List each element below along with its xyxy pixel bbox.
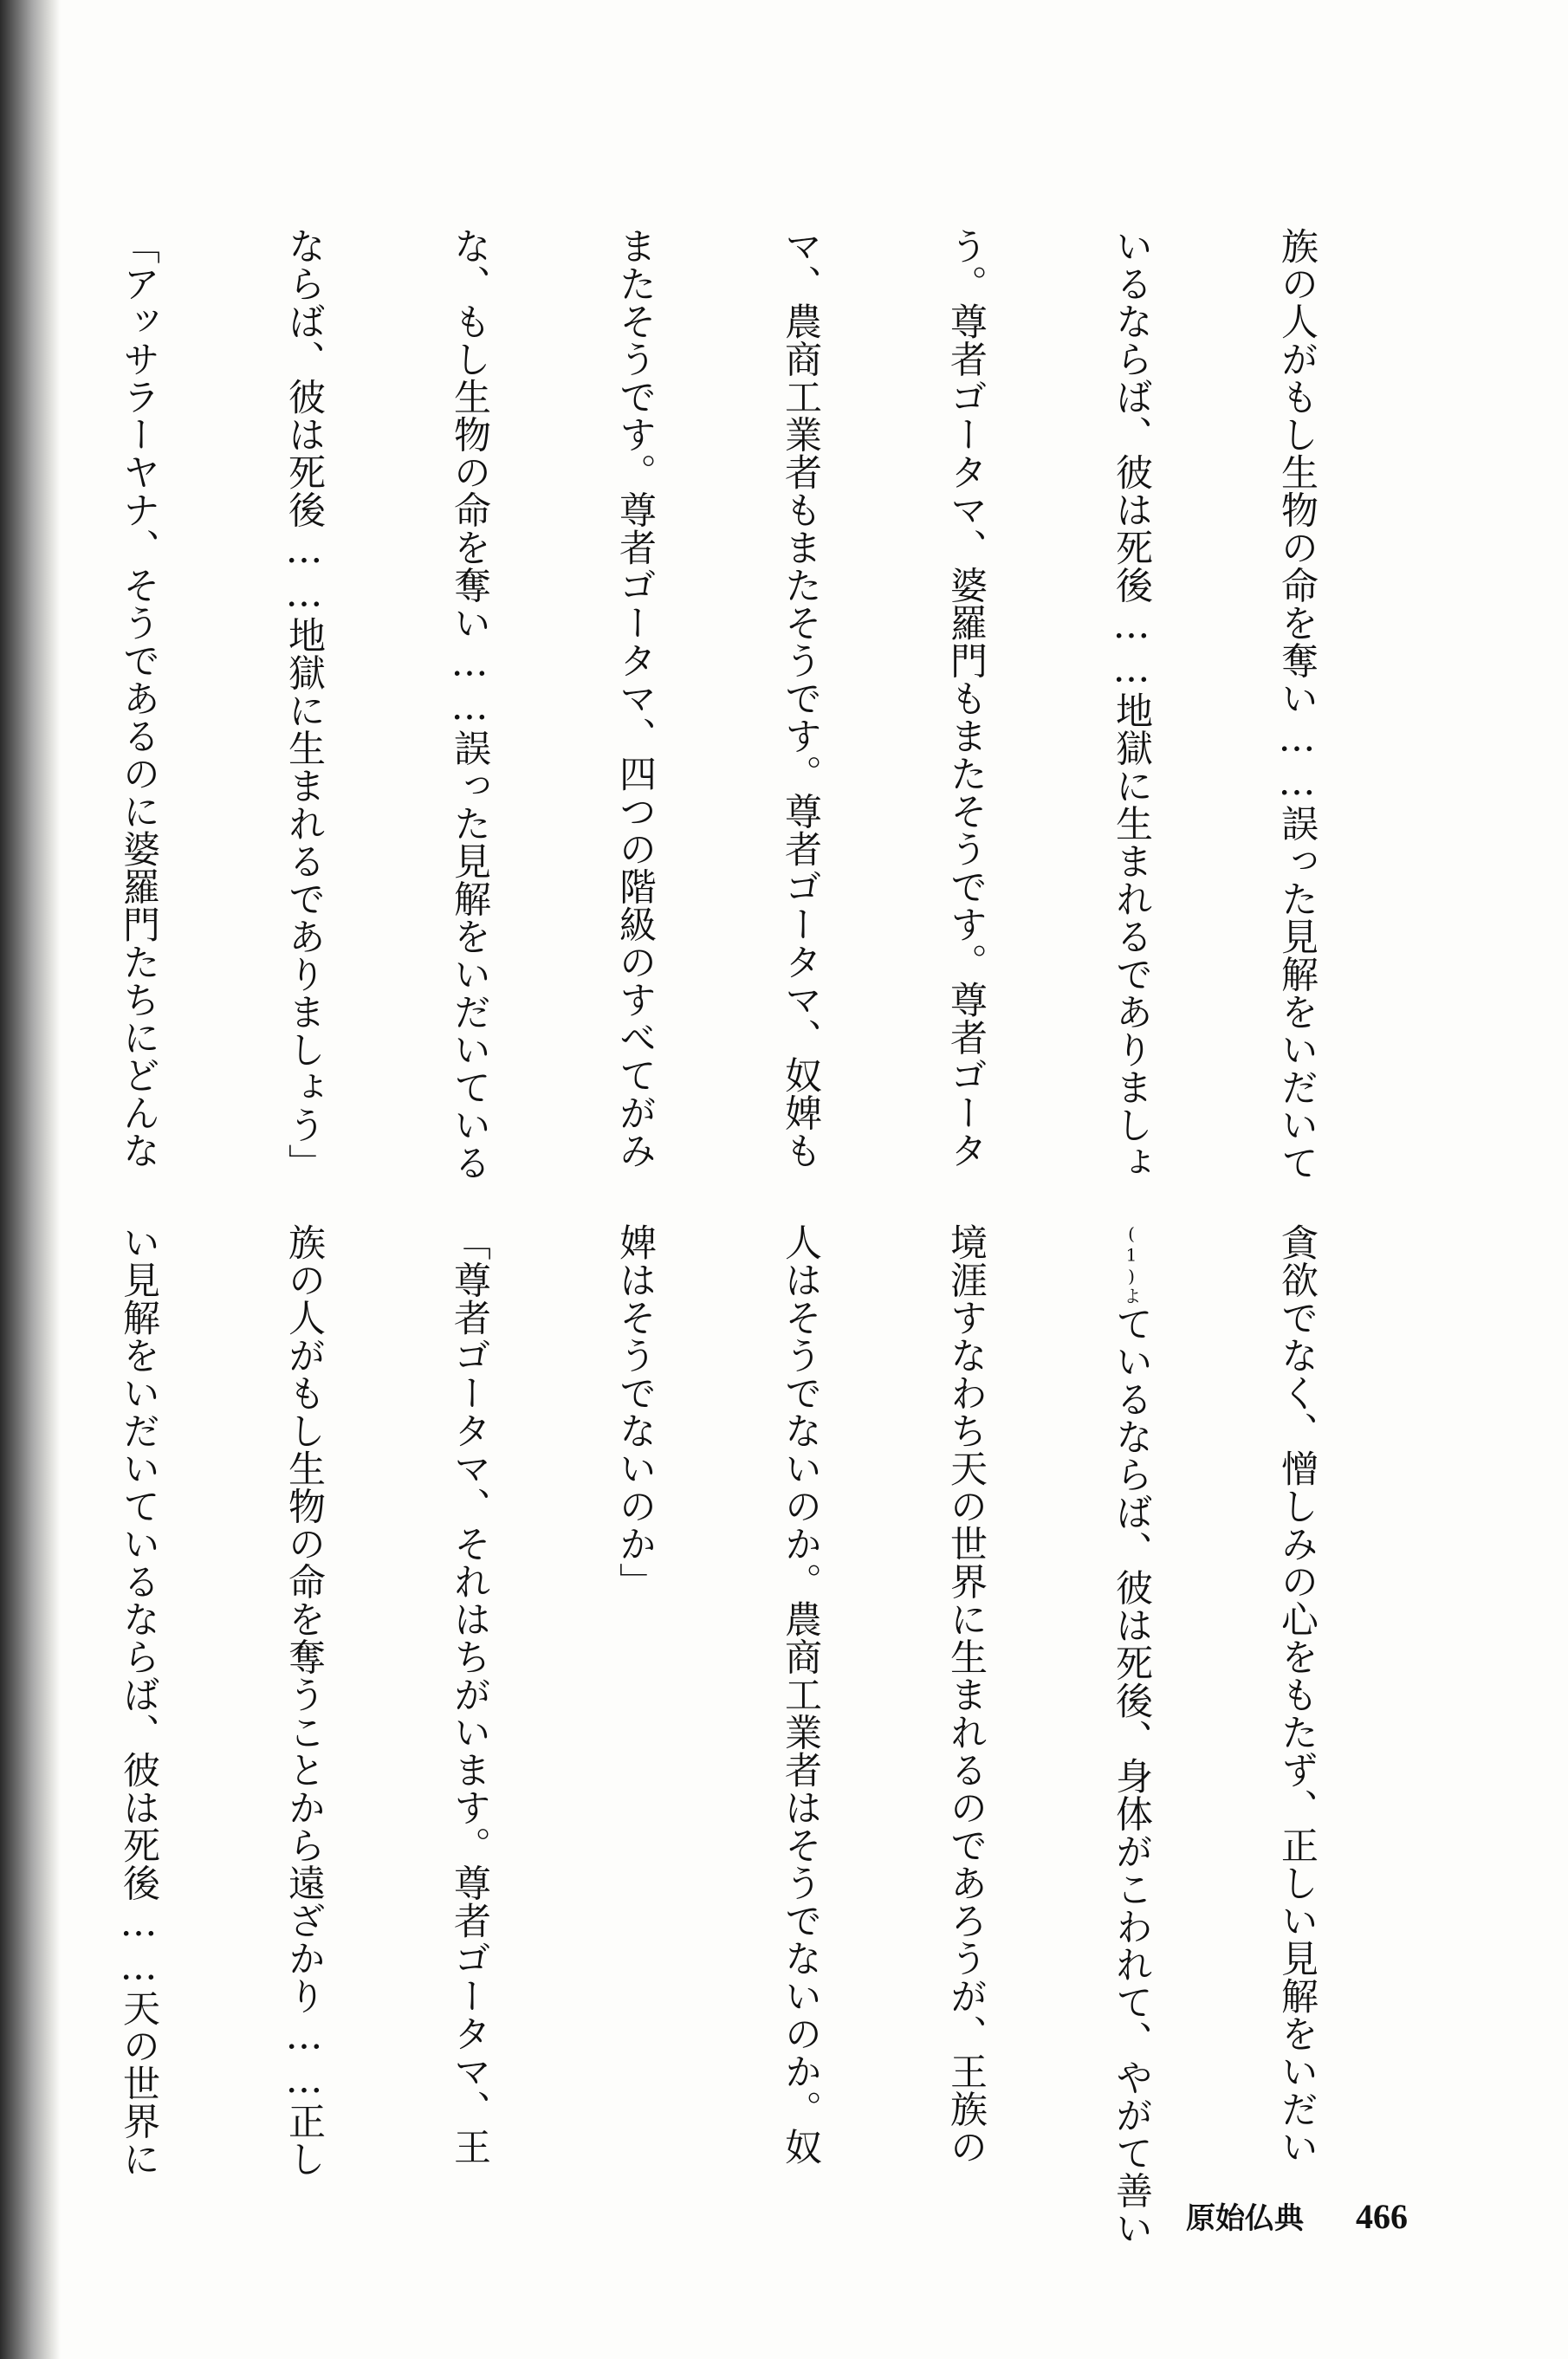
text-column-body: ているならば、彼は死後、身体がこわれて、やがて善い <box>1110 1305 1153 2247</box>
text-column: 「アッサラーヤナ、そうであるのに婆羅門たちにどんな <box>117 227 160 1170</box>
ruby-reading: よ <box>1121 1286 1142 1305</box>
text-column: い見解をいだいているならば、彼は死後……天の世界に <box>117 1223 160 2178</box>
text-column: う。尊者ゴータマ、婆羅門もまたそうです。尊者ゴータ <box>944 227 988 1170</box>
text-column: 族の人がもし生物の命を奪うことから遠ざかり……正し <box>282 1223 326 2178</box>
text-column: な、もし生物の命を奪い……誤った見解をいだいている <box>448 227 491 1182</box>
text-column: 人はそうでないのか。農商工業者はそうでないのか。奴 <box>779 1223 822 2166</box>
text-column: 境涯すなわち天の世界に生まれるのであろうが、王族の <box>944 1223 988 2166</box>
text-column: またそうです。尊者ゴータマ、四つの階級のすべてがみ <box>613 227 657 1170</box>
text-column: 「尊者ゴータマ、それはちがいます。尊者ゴータマ、王 <box>448 1223 491 2166</box>
text-column: ならば、彼は死後……地獄に生まれるでありましょう」 <box>282 227 326 1182</box>
text-column: いるならば、彼は死後……地獄に生まれるでありましょ <box>1110 227 1153 1182</box>
book-title: 原始仏典 <box>1186 2201 1304 2236</box>
upper-text-block <box>117 227 1422 1182</box>
page-footer <box>1186 2194 1408 2237</box>
text-column: 貪欲でなく、憎しみの心をもたず、正しい見解をいだい <box>1275 1223 1319 2166</box>
text-column: マ、農商工業者もまたそうです。尊者ゴータマ、奴婢も <box>779 227 822 1170</box>
note-reference: (1) <box>1121 1223 1142 1287</box>
page-number: 466 <box>1356 2197 1408 2236</box>
text-column-with-notes <box>1106 1223 1157 2247</box>
text-column: 婢はそうでないのか」 <box>613 1223 657 1600</box>
text-column: 族の人がもし生物の命を奪い……誤った見解をいだいて <box>1275 227 1319 1182</box>
